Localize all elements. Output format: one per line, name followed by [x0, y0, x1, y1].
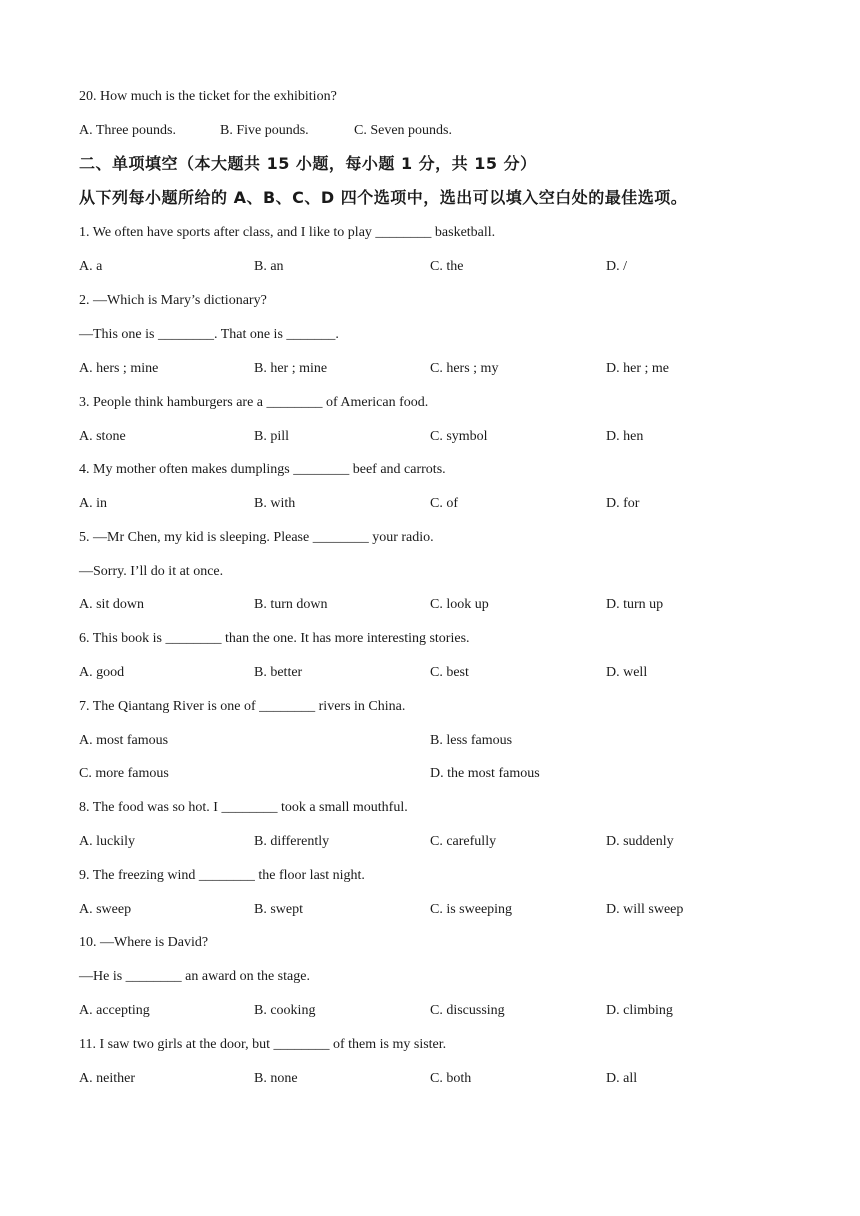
option-b[interactable]: B. her ; mine [254, 361, 328, 376]
option-c[interactable]: C. look up [430, 597, 489, 612]
question-4-stem: 4. My mother often makes dumplings ________ beef and carrots. [79, 462, 446, 477]
option-d[interactable]: D. well [606, 665, 648, 680]
option-d[interactable]: D. for [606, 496, 640, 511]
question-7-options-row1 [79, 732, 779, 750]
option-a[interactable]: A. stone [79, 429, 126, 444]
option-a[interactable]: A. a [79, 259, 103, 274]
question-6-stem: 6. This book is ________ than the one. It has more interesting stories. [79, 631, 470, 646]
section-instruction: 从下列每小题所给的 A、B、C、D 四个选项中，选出可以填入空白处的最佳选项。 [79, 188, 688, 207]
option-a[interactable]: A. sit down [79, 597, 144, 612]
question-9-options [79, 901, 779, 919]
option-d[interactable]: D. will sweep [606, 902, 684, 917]
question-5-options [79, 596, 779, 614]
option-c[interactable]: C. Seven pounds. [354, 123, 452, 138]
question-5-stem-reply: —Sorry. I’ll do it at once. [79, 564, 224, 579]
section-title: 二、单项填空（本大题共 15 小题，每小题 1 分，共 15 分） [79, 154, 537, 173]
option-b[interactable]: B. Five pounds. [220, 123, 309, 138]
option-b[interactable]: B. better [254, 665, 303, 680]
option-a[interactable]: A. hers ; mine [79, 361, 159, 376]
option-a[interactable]: A. Three pounds. [79, 123, 176, 138]
question-10-stem: 10. —Where is David? [79, 935, 209, 950]
option-d[interactable]: D. the most famous [430, 766, 540, 781]
option-a[interactable]: A. accepting [79, 1003, 150, 1018]
option-c[interactable]: C. hers ; my [430, 361, 499, 376]
option-b[interactable]: B. differently [254, 834, 330, 849]
question-9-stem: 9. The freezing wind ________ the floor last night. [79, 868, 365, 883]
option-b[interactable]: B. turn down [254, 597, 328, 612]
option-c[interactable]: C. carefully [430, 834, 497, 849]
question-20-stem: 20. How much is the ticket for the exhibition? [79, 89, 337, 104]
question-11-options [79, 1070, 779, 1088]
option-a[interactable]: A. luckily [79, 834, 135, 849]
question-1-stem: 1. We often have sports after class, and I like to play ________ basketball. [79, 225, 496, 240]
question-2-stem-reply: —This one is ________. That one is _______. [79, 327, 339, 342]
question-2-stem: 2. —Which is Mary’s dictionary? [79, 293, 267, 308]
option-d[interactable]: D. hen [606, 429, 644, 444]
question-11-stem: 11. I saw two girls at the door, but ________ of them is my sister. [79, 1037, 447, 1052]
option-b[interactable]: B. none [254, 1071, 298, 1086]
option-a[interactable]: A. neither [79, 1071, 135, 1086]
question-4-options [79, 495, 779, 513]
option-b[interactable]: B. pill [254, 429, 290, 444]
question-7-stem: 7. The Qiantang River is one of ________ rivers in China. [79, 699, 406, 714]
option-c[interactable]: C. discussing [430, 1003, 505, 1018]
question-8-options [79, 833, 779, 851]
option-d[interactable]: D. turn up [606, 597, 664, 612]
question-10-options [79, 1002, 779, 1020]
option-c[interactable]: C. more famous [79, 766, 169, 781]
option-c[interactable]: C. is sweeping [430, 902, 513, 917]
option-b[interactable]: B. an [254, 259, 284, 274]
option-c[interactable]: C. both [430, 1071, 472, 1086]
question-3-stem: 3. People think hamburgers are a ________ of American food. [79, 395, 429, 410]
question-3-options [79, 428, 779, 446]
option-b[interactable]: B. less famous [430, 733, 513, 748]
question-8-stem: 8. The food was so hot. I ________ took a small mouthful. [79, 800, 408, 815]
question-5-stem: 5. —Mr Chen, my kid is sleeping. Please ________ your radio. [79, 530, 434, 545]
question-10-stem-reply: —He is ________ an award on the stage. [79, 969, 310, 984]
option-d[interactable]: D. her ; me [606, 361, 669, 376]
option-c[interactable]: C. symbol [430, 429, 488, 444]
question-20-options [79, 122, 779, 140]
option-c[interactable]: C. the [430, 259, 464, 274]
option-d[interactable]: D. all [606, 1071, 638, 1086]
option-b[interactable]: B. with [254, 496, 296, 511]
option-b[interactable]: B. cooking [254, 1003, 316, 1018]
option-c[interactable]: C. best [430, 665, 469, 680]
option-c[interactable]: C. of [430, 496, 458, 511]
option-a[interactable]: A. good [79, 665, 125, 680]
option-b[interactable]: B. swept [254, 902, 303, 917]
question-2-options [79, 360, 779, 378]
question-7-options-row2 [79, 765, 779, 783]
option-a[interactable]: A. in [79, 496, 107, 511]
question-6-options [79, 664, 779, 682]
option-d[interactable]: D. / [606, 259, 627, 274]
option-a[interactable]: A. most famous [79, 733, 169, 748]
option-d[interactable]: D. climbing [606, 1003, 673, 1018]
option-a[interactable]: A. sweep [79, 902, 132, 917]
option-d[interactable]: D. suddenly [606, 834, 674, 849]
question-1-options [79, 258, 779, 276]
